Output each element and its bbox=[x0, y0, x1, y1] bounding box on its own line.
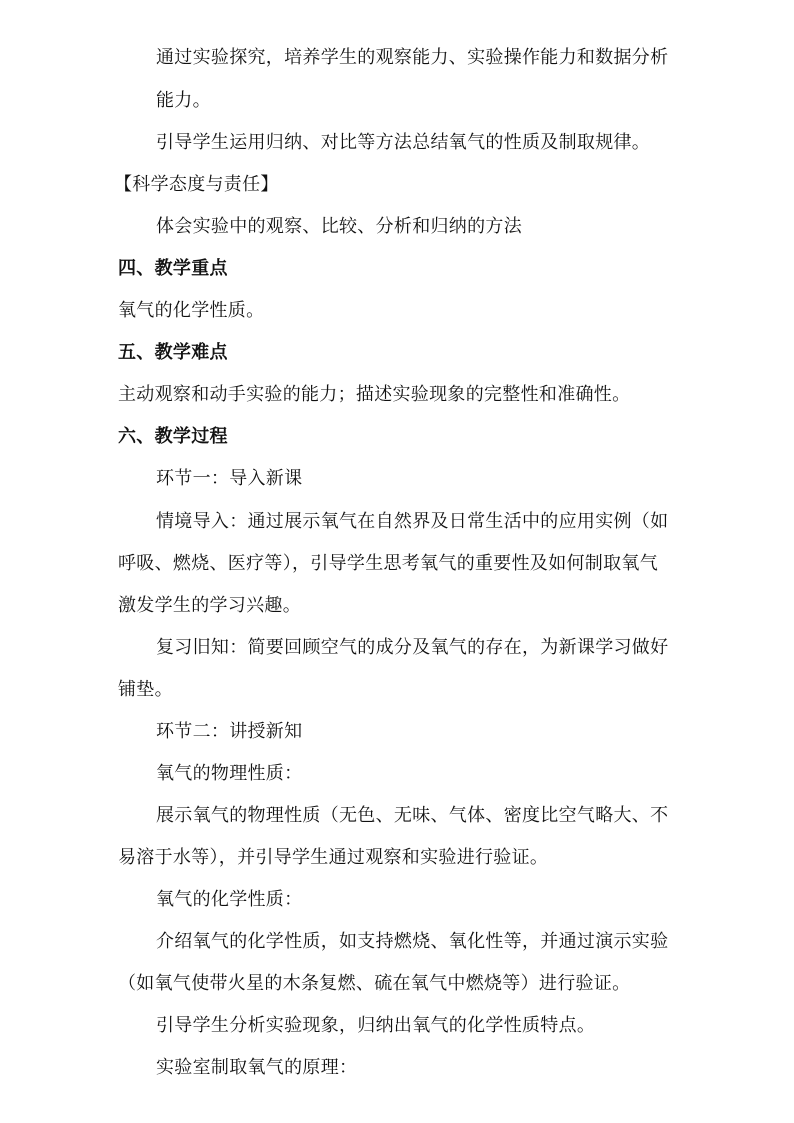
paragraph-line: 呼吸、燃烧、医疗等），引导学生思考氧气的重要性及如何制取氧气 bbox=[118, 553, 658, 574]
section-heading: 四、教学重点 bbox=[118, 258, 228, 279]
paragraph-line: 通过实验探究，培养学生的观察能力、实验操作能力和数据分析 bbox=[156, 47, 669, 68]
paragraph-line: 介绍氧气的化学性质，如支持燃烧、氧化性等，并通过演示实验 bbox=[156, 931, 669, 952]
paragraph-line: 展示氧气的物理性质（无色、无味、气体、密度比空气略大、不 bbox=[156, 805, 669, 826]
paragraph-line: 主动观察和动手实验的能力；描述实验现象的完整性和准确性。 bbox=[118, 384, 631, 405]
paragraph-line: 能力。 bbox=[156, 90, 211, 111]
paragraph-line: 易溶于水等），并引导学生通过观察和实验进行验证。 bbox=[118, 847, 549, 868]
paragraph-line: 氧气的化学性质： bbox=[156, 889, 303, 910]
paragraph-line: 情境导入：通过展示氧气在自然界及日常生活中的应用实例（如 bbox=[156, 511, 669, 532]
paragraph-line: 环节一：导入新课 bbox=[156, 468, 303, 489]
paragraph-line: 引导学生分析实验现象，归纳出氧气的化学性质特点。 bbox=[156, 1015, 596, 1036]
paragraph-line: 激发学生的学习兴趣。 bbox=[118, 595, 301, 616]
section-subheading: 【科学态度与责任】 bbox=[114, 174, 279, 195]
section-heading: 六、教学过程 bbox=[118, 426, 228, 447]
paragraph-line: 环节二：讲授新知 bbox=[156, 721, 303, 742]
paragraph-line: 实验室制取氧气的原理： bbox=[156, 1057, 358, 1078]
paragraph-line: 引导学生运用归纳、对比等方法总结氧气的性质及制取规律。 bbox=[156, 132, 651, 153]
paragraph-line: 体会实验中的观察、比较、分析和归纳的方法 bbox=[156, 216, 522, 237]
paragraph-line: （如氧气使带火星的木条复燃、硫在氧气中燃烧等）进行验证。 bbox=[118, 973, 631, 994]
section-heading: 五、教学难点 bbox=[118, 342, 228, 363]
paragraph-line: 氧气的化学性质。 bbox=[118, 300, 265, 321]
paragraph-line: 氧气的物理性质： bbox=[156, 763, 303, 784]
paragraph-line: 复习旧知：简要回顾空气的成分及氧气的存在，为新课学习做好 bbox=[156, 637, 669, 658]
paragraph-line: 铺垫。 bbox=[118, 679, 173, 700]
